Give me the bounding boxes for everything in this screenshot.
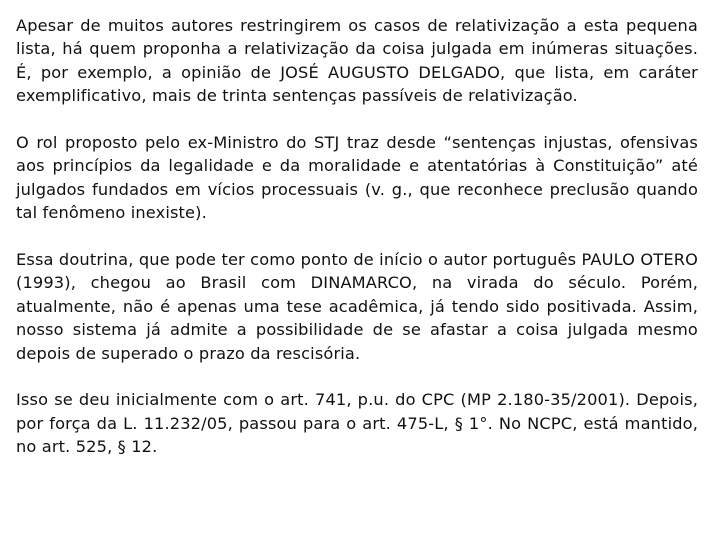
paragraph-positivacao-cpc: Isso se deu inicialmente com o art. 741, p.u. do CPC (MP 2.180-35/2001). Depois, por força da L. 11.232/05, passou para o art. 475-L, § 1°. No NCPC, está mantido, no art. 525, § 12. <box>16 390 698 457</box>
paragraph-relativizacao-lista: Apesar de muitos autores restringirem os casos de relativização a esta pequena lista, há quem proponha a relativização da coisa julgada em inúmeras situações. É, por exemplo, a opinião de JOSÉ AUGUSTO DELGADO, que lista, em caráter exemplificativo, mais de trinta sentenças passíveis de relativização. <box>16 16 698 106</box>
paragraph-rol-proposto: O rol proposto pelo ex-Ministro do STJ traz desde “sentenças injustas, ofensivas aos princípios da legalidade e da moralidade e atentatórias à Constituição” até julgados fundados em vícios processuais (v. g., que reconhece preclusão quando tal fenômeno inexiste). <box>16 133 698 223</box>
document-body <box>16 14 698 482</box>
paragraph-doutrina-origem: Essa doutrina, que pode ter como ponto de início o autor português PAULO OTERO (1993), chegou ao Brasil com DINAMARCO, na virada do século. Porém, atualmente, não é apenas uma tese acadêmica, já tendo sido positivada. Assim, nosso sistema já admite a possibilidade de se afastar a coisa julgada mesmo depois de superado o prazo da rescisória. <box>16 250 698 363</box>
